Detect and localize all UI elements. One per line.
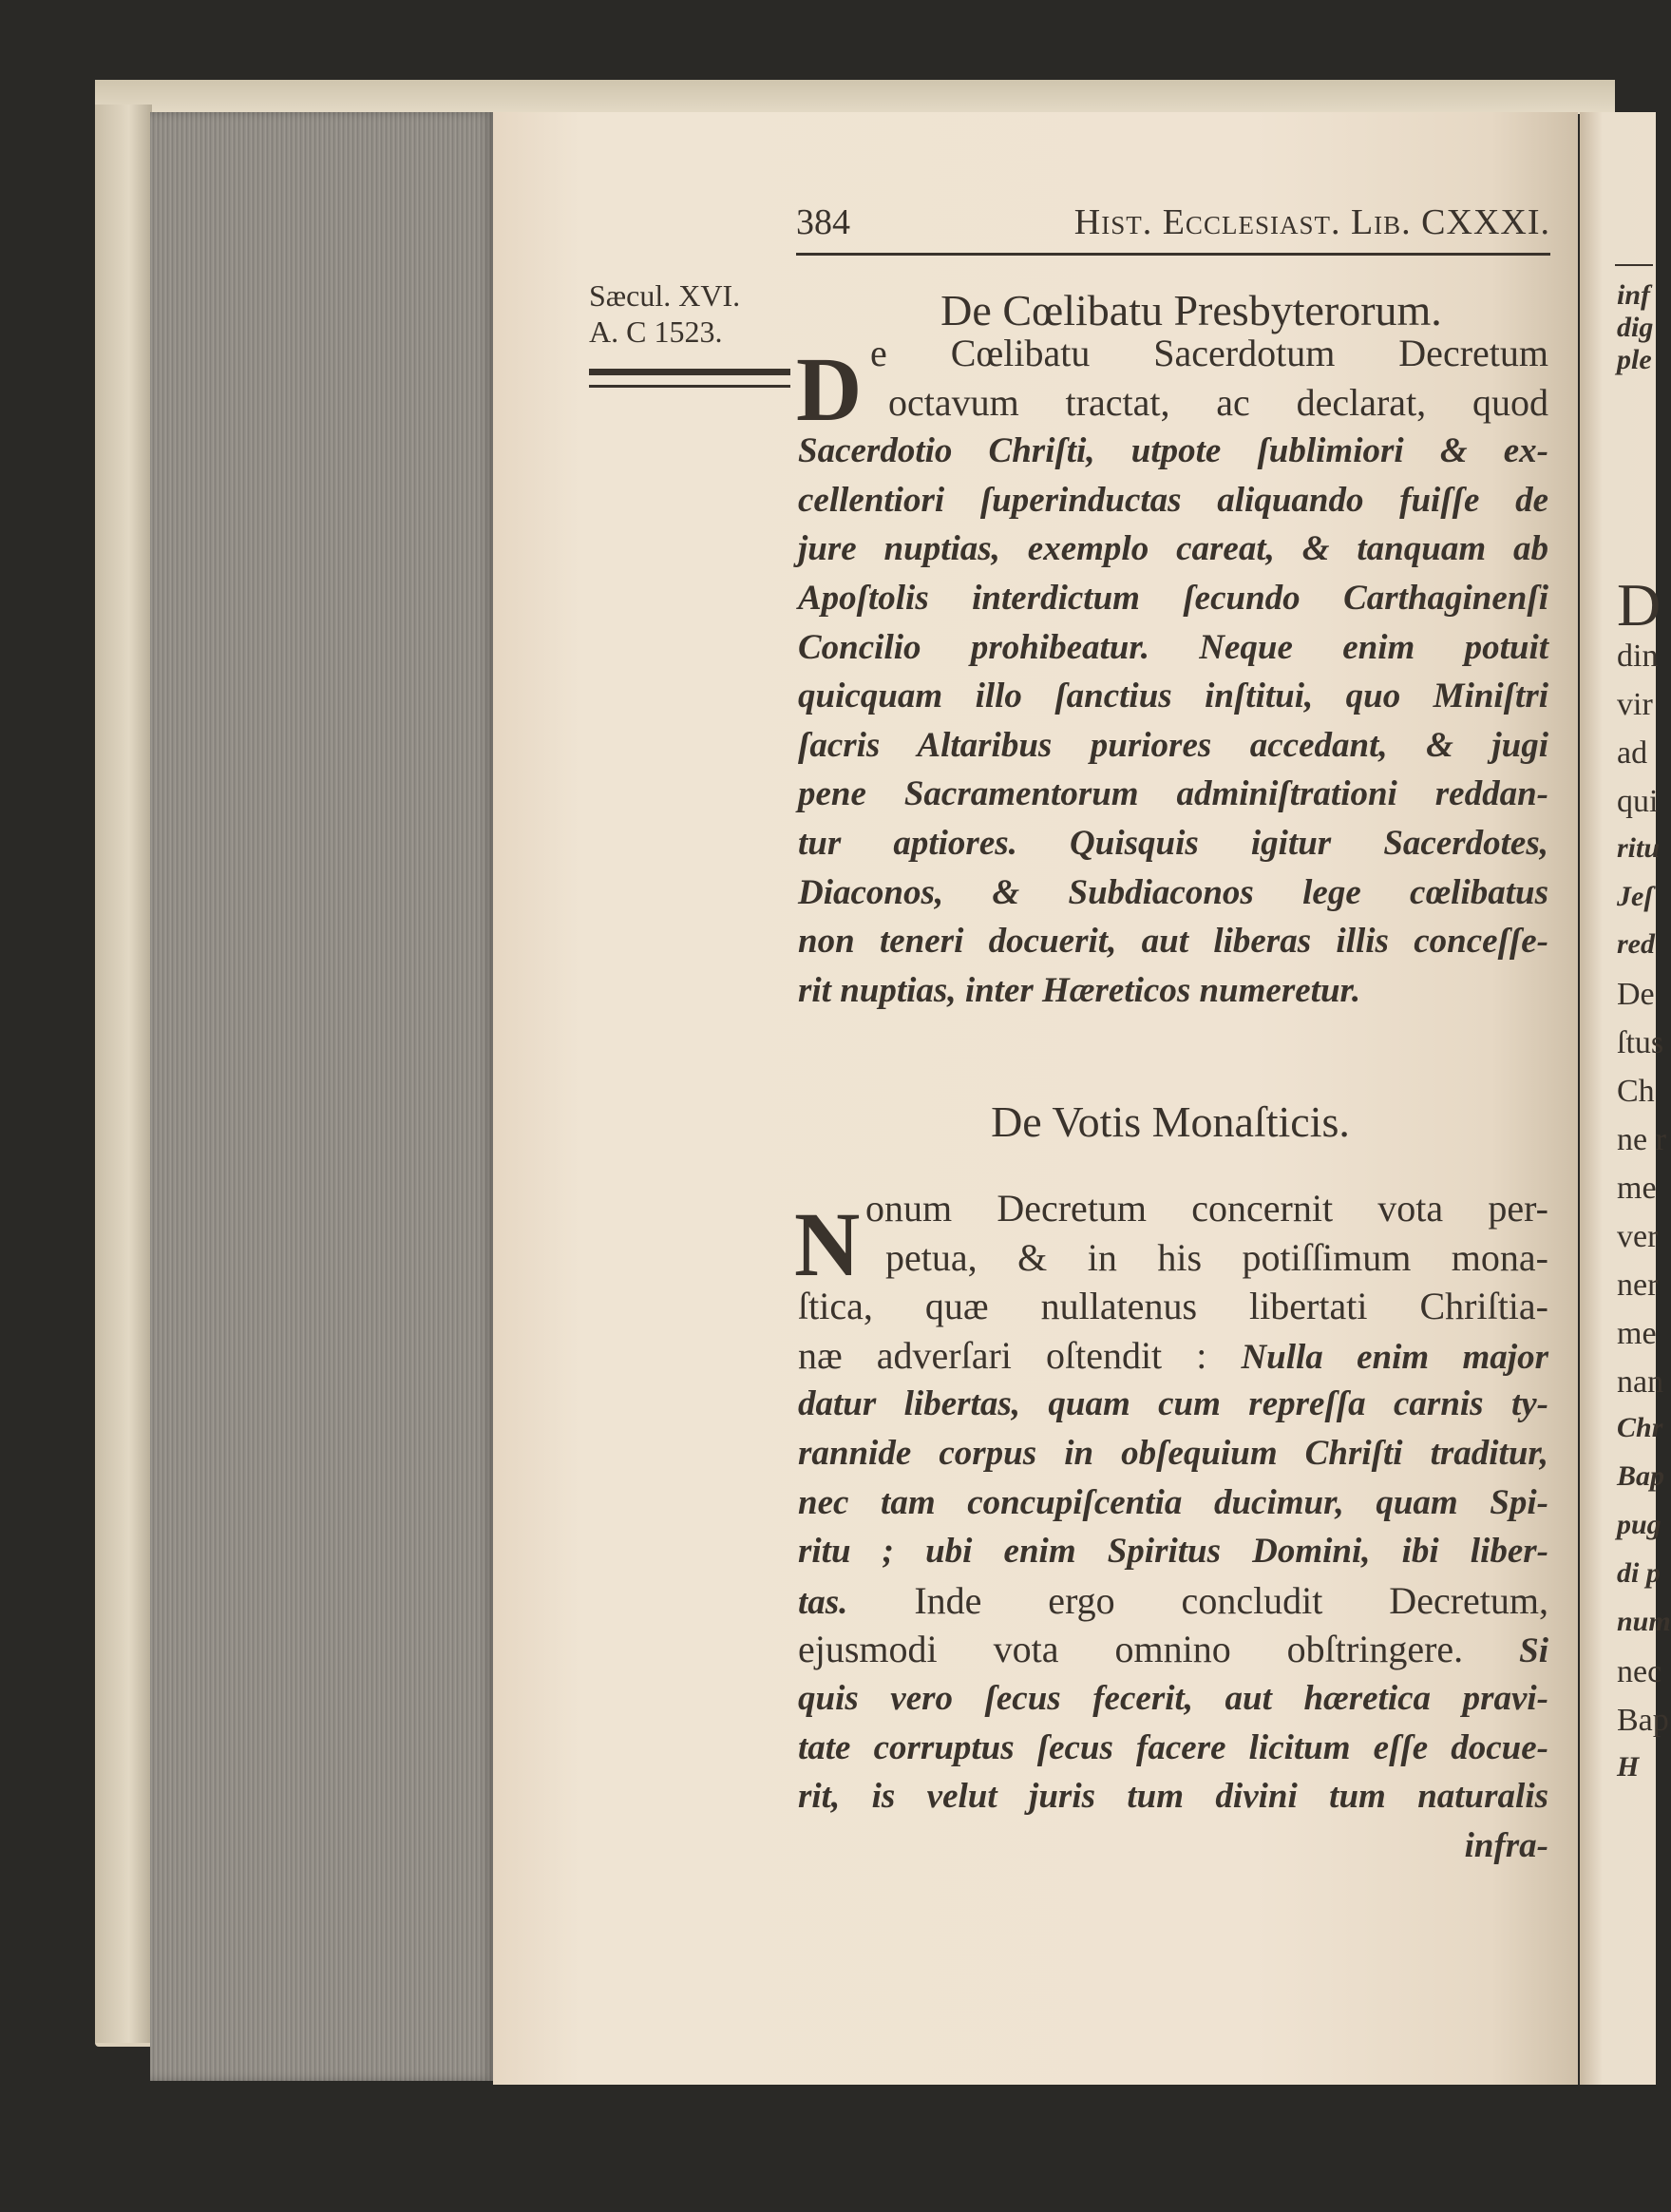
text-line (798, 868, 1548, 918)
italic-text: Diaconos, & Subdiaconos lege cœlibatus (798, 872, 1548, 912)
section-heading-monastic-vows: De Votis Monaſticis. (991, 1097, 1350, 1146)
italic-text: pene Sacramentorum adminiſtrationi reddan- (798, 774, 1548, 814)
text-line (870, 329, 1548, 378)
text-line (798, 476, 1548, 525)
book-cover-spine-edge (95, 105, 152, 2043)
text-line (798, 1625, 1548, 1674)
facing-fragment: vir (1617, 686, 1653, 722)
text-line (798, 1724, 1548, 1773)
roman-text: ejusmodi vota omnino obſtringere. (798, 1628, 1520, 1671)
text-line (888, 378, 1548, 428)
roman-text: onum Decretum concernit vota per- (865, 1187, 1548, 1230)
italic-text: Apoſtolis interdictum ſecundo Carthaginenſi (798, 579, 1548, 618)
facing-fragment: me (1617, 1315, 1657, 1351)
italic-text: infra- (1464, 1825, 1548, 1865)
drop-cap-d: D (796, 338, 863, 440)
text-line (798, 1772, 1548, 1821)
page-number: 384 (796, 202, 850, 242)
text-line (798, 574, 1548, 623)
italic-text: rit nuptias, inter Hæreticos numeretur. (798, 970, 1361, 1010)
facing-fragment: me (1617, 1170, 1657, 1206)
text-line (798, 966, 1548, 1016)
text-line (798, 623, 1548, 673)
italic-text: nec tam concupiſcentia ducimur, quam Spi- (798, 1482, 1548, 1522)
text-line (798, 1576, 1548, 1626)
italic-text: quis vero ſecus fecerit, aut hæretica pravi- (798, 1679, 1548, 1718)
italic-text: tate corruptus ſecus facere licitum eſſe docue- (798, 1727, 1548, 1767)
facing-fragment: De (1617, 977, 1655, 1013)
italic-text: ritu ; ubi enim Spiritus Domini, ibi liber- (798, 1532, 1548, 1572)
text-line (798, 672, 1548, 721)
text-line (798, 524, 1548, 574)
text-line (798, 819, 1548, 868)
facing-fragment: red (1617, 928, 1655, 961)
book-cover-top-edge (95, 80, 1615, 114)
italic-text: non teneri docuerit, aut liberas illis conceſſe- (798, 922, 1548, 962)
text-line (798, 1478, 1548, 1528)
roman-text: petua, & in his potiſſimum mona- (885, 1235, 1548, 1279)
margin-note-year: A. C 1523. (589, 315, 723, 349)
text-line (798, 770, 1548, 819)
facing-fragment: qui (1617, 783, 1659, 819)
facing-fragment: ne r (1617, 1122, 1666, 1157)
facing-page-rule (1615, 264, 1653, 266)
italic-text: Sacerdotio Chriſti, utpote ſublimiori & ex- (798, 431, 1548, 471)
margin-rule-thick (589, 369, 790, 375)
text-line (798, 427, 1548, 476)
margin-note-century: Sæcul. XVI. (589, 278, 741, 313)
facing-fragment: ver (1617, 1218, 1659, 1254)
facing-fragment: nan (1617, 1363, 1664, 1400)
facing-fragment: Chr (1617, 1412, 1663, 1444)
italic-text: Nulla enim major (1241, 1337, 1548, 1377)
facing-fragment: ſtus (1617, 1025, 1664, 1061)
text-line (865, 1184, 1548, 1233)
facing-fragment: din (1617, 639, 1659, 674)
text-line (798, 1429, 1548, 1478)
italic-text: Si (1519, 1631, 1548, 1671)
text-line (798, 721, 1548, 771)
facing-fragment: Ch (1617, 1074, 1655, 1110)
header-rule (796, 253, 1550, 256)
text-line (798, 1674, 1548, 1724)
facing-fragment: inf (1617, 279, 1651, 311)
italic-text: quicquam illo ſanctius inſtitui, quo Miniſtri (798, 677, 1548, 716)
italic-text: tur aptiores. Quisquis igitur Sacerdotes, (798, 824, 1548, 863)
italic-text: tas. (798, 1582, 848, 1622)
facing-fragment: ritu (1617, 831, 1661, 864)
italic-text: ſacris Altaribus puriores accedant, & jugi (798, 725, 1548, 765)
page-block-edge (150, 112, 494, 2081)
roman-text: e Cœlibatu Sacerdotum Decretum (870, 332, 1548, 374)
running-head (796, 201, 1550, 243)
facing-fragment: ple (1617, 344, 1652, 375)
italic-text: Concilio prohibeatur. Neque enim potuit (798, 627, 1548, 667)
section-heading-celibacy: De Cœlibatu Presbyterorum. (940, 286, 1442, 334)
italic-text: jure nuptias, exemplo careat, & tanquam ab (798, 529, 1548, 569)
facing-fragment: di p (1617, 1557, 1661, 1590)
facing-fragment: ad (1617, 734, 1648, 771)
roman-text: Inde ergo concludit Decretum, (847, 1578, 1548, 1622)
facing-fragment: Bap (1617, 1702, 1669, 1738)
drop-cap-n: N (794, 1193, 861, 1295)
italic-text: rit, is velut juris tum divini tum naturalis (798, 1777, 1548, 1817)
facing-fragment: nec (1617, 1653, 1662, 1689)
margin-rule-thin (589, 385, 790, 388)
text-line (798, 1380, 1548, 1429)
roman-text: ſtica, quæ nullatenus libertati Chriſtia- (798, 1285, 1548, 1328)
facing-fragment: ner (1617, 1267, 1659, 1303)
text-line (798, 917, 1548, 966)
italic-text: datur libertas, quam cum repreſſa carnis ty- (798, 1384, 1548, 1424)
facing-fragment: dig (1617, 312, 1654, 343)
roman-text: næ adverſari oſtendit : (798, 1333, 1242, 1377)
facing-fragment: H (1617, 1750, 1640, 1783)
italic-text: rannide corpus in obſequium Chriſti traditur, (798, 1434, 1548, 1473)
facing-fragment: num (1617, 1606, 1671, 1637)
text-line (798, 1282, 1548, 1331)
text-line (885, 1233, 1548, 1283)
text-line (798, 1821, 1548, 1871)
facing-fragment: Jeſ (1617, 880, 1654, 912)
text-line (798, 1331, 1548, 1381)
italic-text: cellentiori ſuperinductas aliquando fuiſſe de (798, 480, 1548, 520)
running-head-title: Hist. Ecclesiast. Lib. CXXXI. (1073, 202, 1550, 242)
text-line (798, 1527, 1548, 1576)
margin-note (589, 277, 793, 350)
facing-fragment: pug (1617, 1509, 1662, 1541)
facing-fragment: Bap (1617, 1460, 1665, 1493)
roman-text: octavum tractat, ac declarat, quod (888, 380, 1548, 424)
facing-drop-cap: D (1617, 571, 1662, 639)
